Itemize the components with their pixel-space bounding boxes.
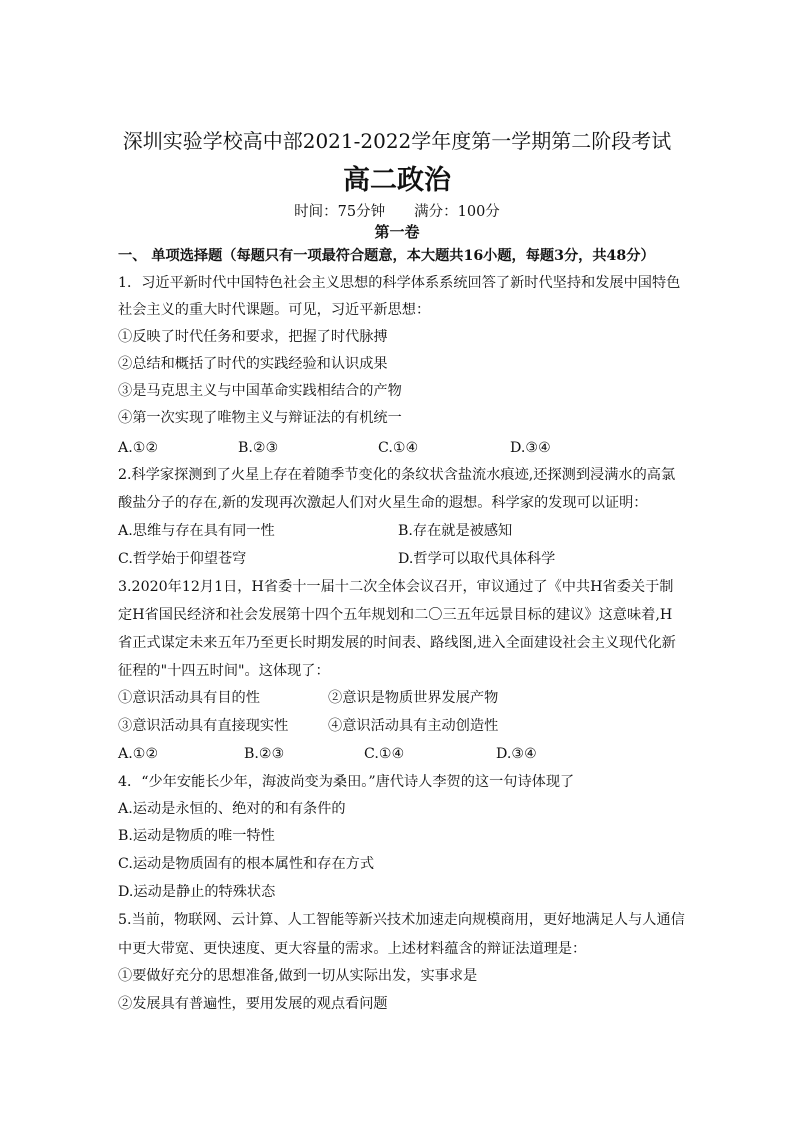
q3-item-2: ②意识是物质世界发展产物 (328, 690, 499, 706)
q4-option-c: C.运动是物质固有的根本属性和存在方式 (118, 856, 375, 872)
q4-option-a: A.运动是永恒的、绝对的和有条件的 (118, 801, 346, 817)
q3-option-b: B.②③ (244, 746, 285, 762)
q3-item-4: ④意识活动具有主动创造性 (328, 718, 499, 734)
q1-stem-line-2: 社会主义的重大时代课题。可见，习近平新思想： (118, 302, 431, 318)
q1-item-4: ④第一次实现了唯物主义与辩证法的有机统一 (118, 410, 402, 426)
q3-option-a: A.①② (118, 746, 159, 762)
q1-item-3: ③是马克思主义与中国革命实践相结合的产物 (118, 383, 402, 399)
q1-item-2: ②总结和概括了时代的实践经验和认识成果 (118, 356, 388, 372)
q5-item-1: ①要做好充分的思想准备,做到一切从实际出发，实事求是 (118, 968, 478, 984)
q1-option-b: B.②③ (238, 440, 279, 456)
q4-option-d: D.运动是静止的特殊状态 (118, 884, 276, 900)
q1-item-1: ①反映了时代任务和要求，把握了时代脉搏 (118, 329, 388, 345)
q4-stem-line-1: 4．“少年安能长少年，海波尚变为桑田。”唐代诗人李贺的这一句诗体现了 (118, 774, 575, 790)
volume-label: 第一卷 (374, 223, 420, 241)
q2-stem-line-2: 酸盐分子的存在,新的发现再次激起人们对火星生命的遐想。科学家的发现可以证明： (118, 495, 648, 511)
q2-stem-line-1: 2.科学家探测到了火星上存在着随季节变化的条纹状含盐流水痕迹,还探测到浸满水的高氯 (118, 467, 676, 483)
q1-option-c: C.①④ (378, 440, 419, 456)
q3-stem-line-2: 定H省国民经济和社会发展第十四个五年规划和二〇三五年远景目标的建议》这意味着,H (118, 607, 673, 623)
section-heading: 一、 单项选择题（每题只有一项最符合题意，本大题共16小题，每题3分，共48分） (118, 248, 655, 264)
q2-option-c: C.哲学始于仰望苍穹 (118, 551, 247, 567)
q3-item-1: ①意识活动具有目的性 (118, 690, 260, 706)
q5-stem-line-2: 中更大带宽、更快速度、更大容量的需求。上述材料蕴含的辩证法道理是： (118, 941, 587, 957)
school-title: 深圳实验学校高中部2021-2022学年度第一学期第二阶段考试 (122, 129, 672, 153)
q1-stem-line-1: 1．习近平新时代中国特色社会主义思想的科学体系系统回答了新时代坚持和发展中国特色 (118, 275, 681, 291)
q5-item-2: ②发展具有普遍性，要用发展的观点看问题 (118, 996, 388, 1012)
q1-option-d: D.③④ (510, 440, 551, 456)
subject-title: 高二政治 (343, 165, 451, 196)
time-info: 时间：75分钟 满分：100分 (294, 204, 500, 220)
q1-option-a: A.①② (118, 440, 159, 456)
q3-option-d: D.③④ (496, 746, 537, 762)
q3-stem-line-4: 征程的"十四五时间"。这体现了： (118, 663, 330, 679)
q3-stem-line-3: 省正式谋定未来五年乃至更长时期发展的时间表、路线图,进入全面建设社会主义现代化新 (118, 635, 676, 651)
q3-option-c: C.①④ (364, 746, 405, 762)
q2-option-a: A.思维与存在具有同一性 (118, 523, 275, 539)
q2-option-d: D.哲学可以取代具体科学 (398, 551, 556, 567)
q5-stem-line-1: 5.当前，物联网、云计算、人工智能等新兴技术加速走向规模商用，更好地满足人与人通信 (118, 912, 685, 928)
q4-option-b: B.运动是物质的唯一特性 (118, 828, 275, 844)
q3-stem-line-1: 3.2020年12月1日，H省委十一届十二次全体会议召开，审议通过了《中共H省委关于制 (118, 579, 674, 595)
q2-option-b: B.存在就是被感知 (398, 523, 513, 539)
q3-item-3: ③意识活动具有直接现实性 (118, 718, 289, 734)
